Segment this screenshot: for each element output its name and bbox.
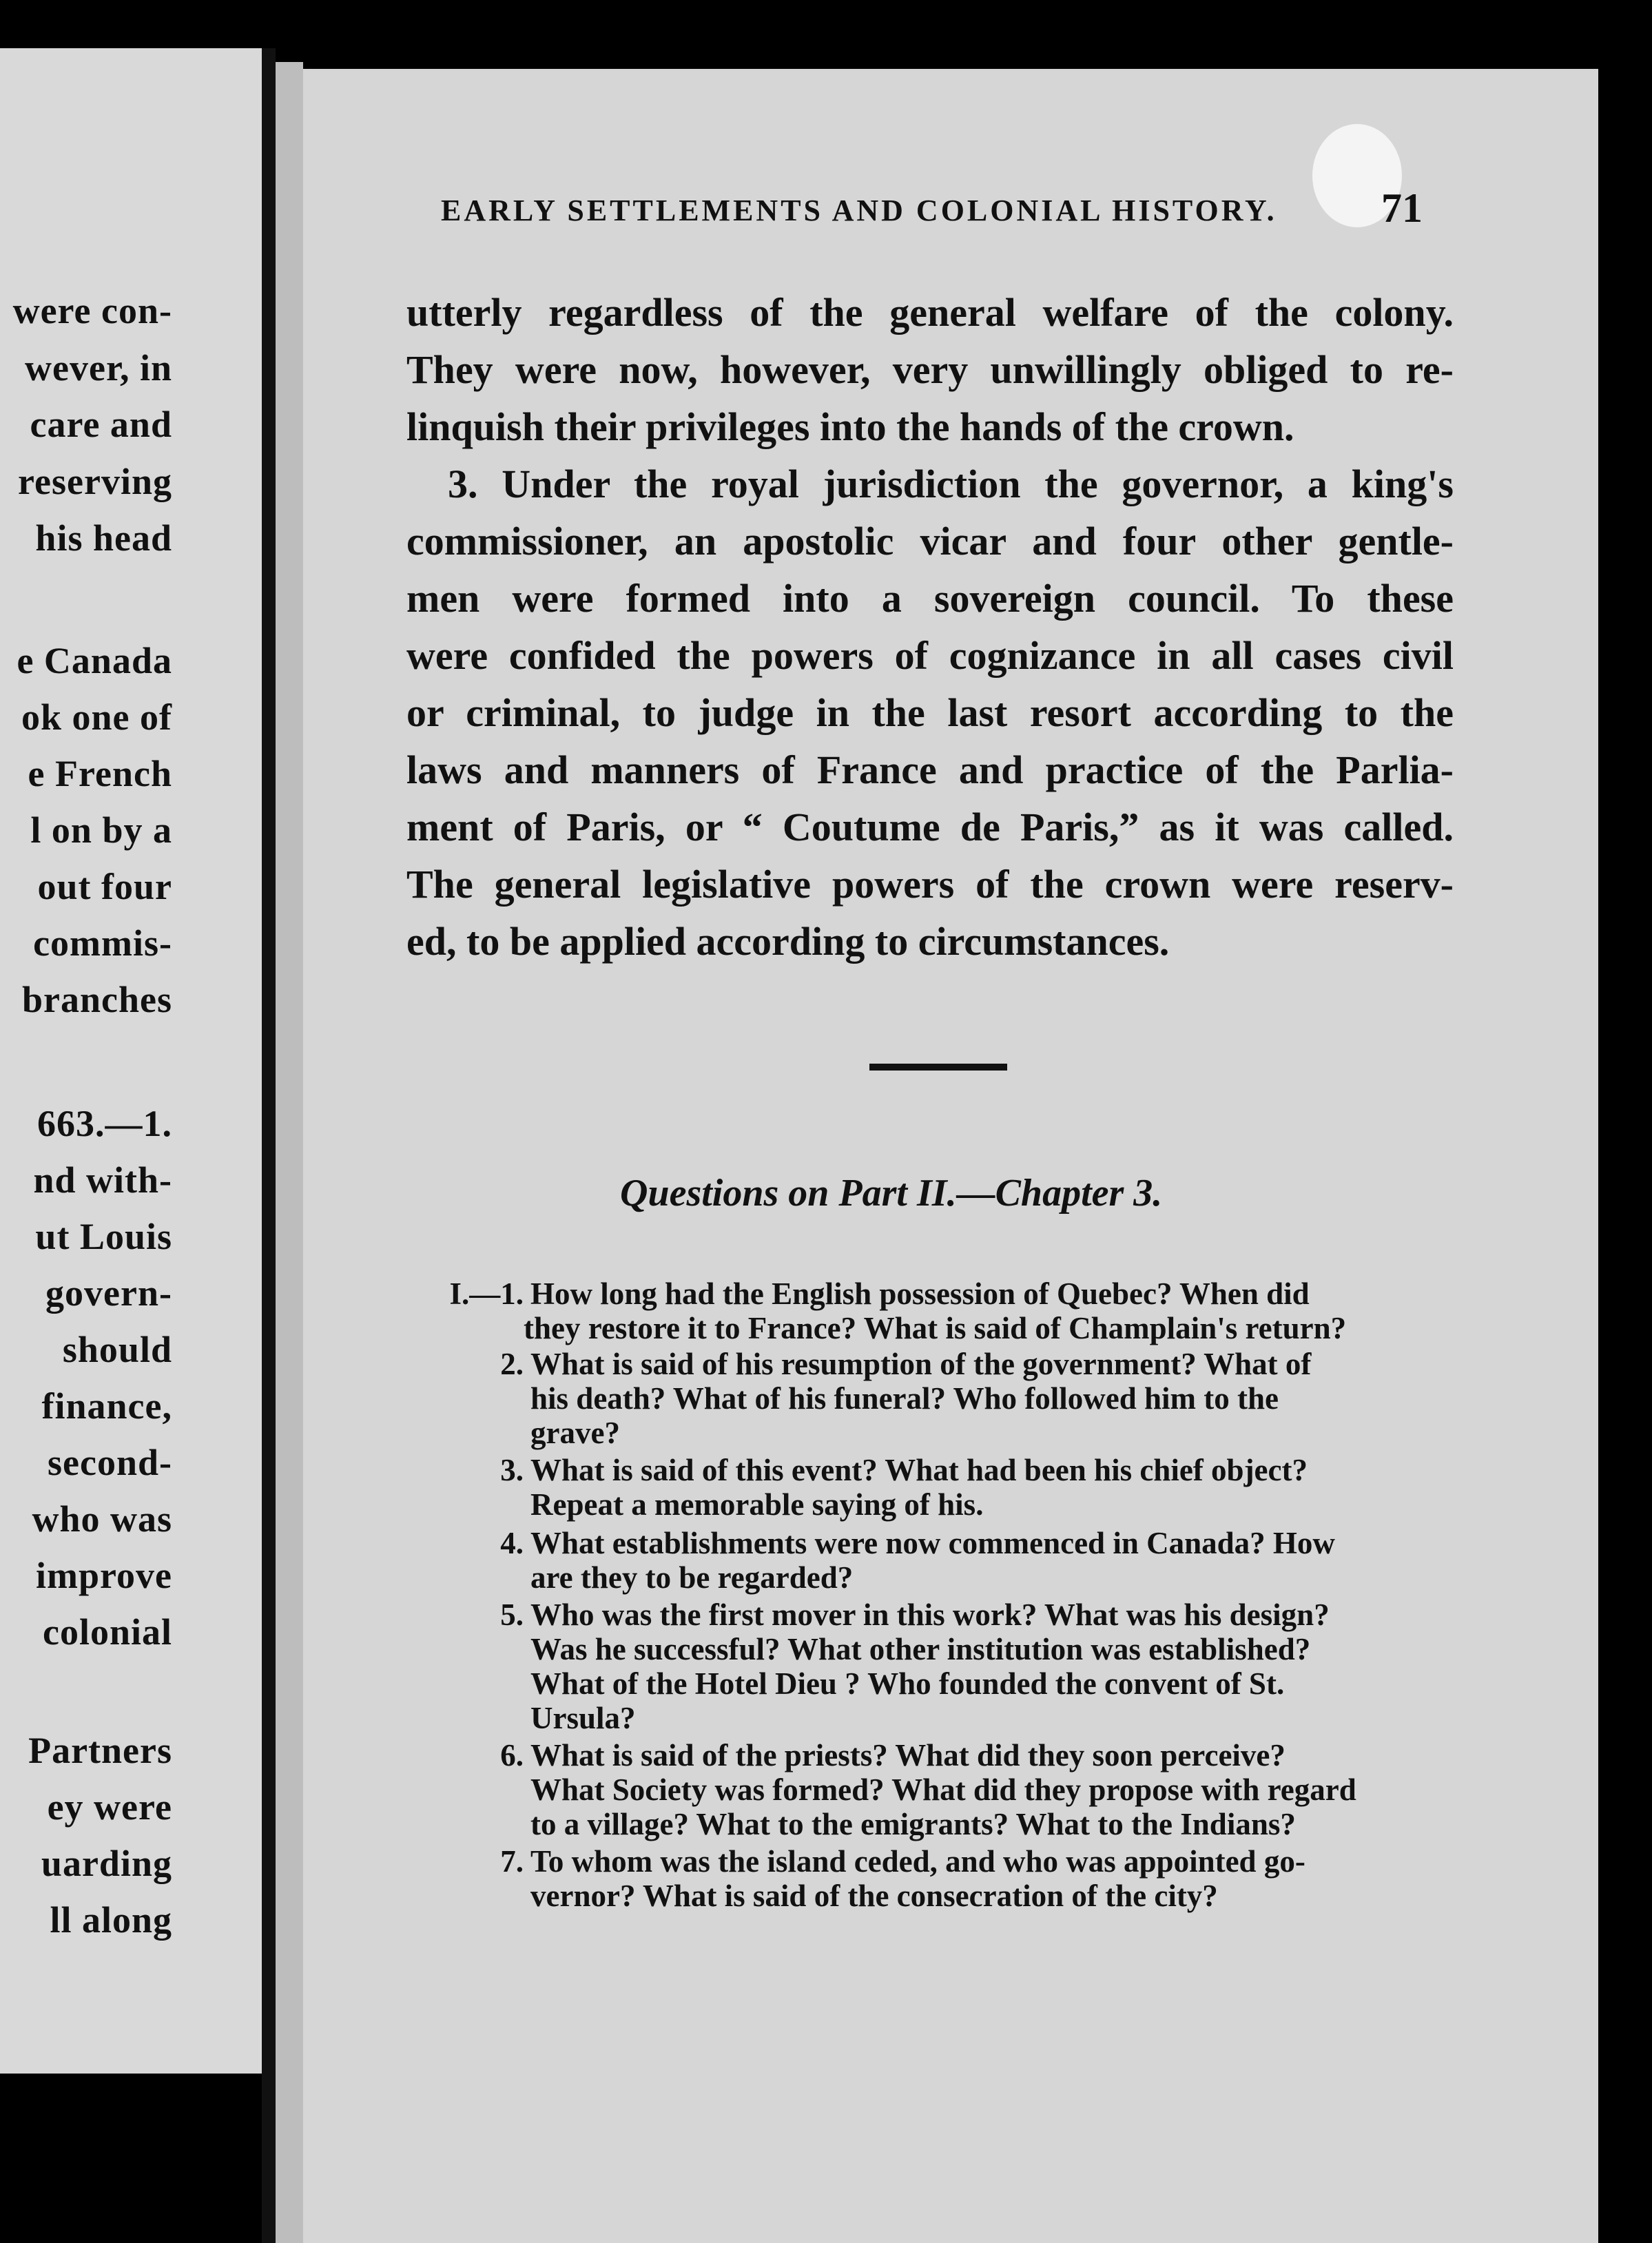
book-gutter [262, 48, 276, 2243]
left-line: ll along [50, 1899, 172, 1941]
question-number: 5. [500, 1598, 524, 1632]
body-line: commissioner, an apostolic vicar and four other gentle- [406, 519, 1454, 564]
left-line: Partners [28, 1730, 172, 1771]
section-rule [869, 1064, 1007, 1071]
question-line: How long had the English possession of Quebec? When did [530, 1276, 1310, 1311]
question-number: 3. [500, 1453, 524, 1487]
page-number: 71 [1381, 185, 1423, 231]
question-line: To whom was the island ceded, and who was appointed go- [530, 1844, 1305, 1879]
body-line: were confided the powers of cognizance in all cases civil [406, 633, 1454, 678]
left-line: e Canada [17, 640, 172, 681]
left-line: reserving [18, 461, 172, 502]
question-number: 4. [500, 1526, 524, 1560]
left-line: ey were [47, 1786, 172, 1828]
gutter-shadow [276, 62, 303, 2243]
body-line: men were formed into a sovereign council. To these [406, 576, 1454, 621]
question-line: What establishments were now commenced in Canada? How [530, 1526, 1335, 1560]
left-line: ut Louis [35, 1216, 172, 1257]
left-line: govern- [45, 1272, 172, 1314]
left-line: l on by a [30, 809, 172, 851]
question-line: are they to be regarded? [530, 1560, 854, 1595]
questions-heading: Questions on Part II.—Chapter 3. [620, 1172, 1163, 1214]
body-line: ment of Paris, or “ Coutume de Paris,” as it was called. [406, 805, 1454, 849]
question-number: 7. [500, 1844, 524, 1879]
body-line: 3. Under the royal jurisdiction the governor, a king's [448, 462, 1454, 506]
left-line: branches [21, 979, 172, 1020]
left-line: care and [30, 404, 172, 445]
left-line: nd with- [33, 1159, 172, 1201]
left-line: finance, [41, 1385, 172, 1427]
scan-border-right [1598, 69, 1652, 2243]
running-head: EARLY SETTLEMENTS AND COLONIAL HISTORY. [441, 194, 1277, 227]
left-line: were con- [12, 290, 172, 331]
question-line: to a village? What to the emigrants? What to the Indians? [530, 1807, 1296, 1841]
question-number: I.—1. [449, 1276, 524, 1311]
question-line: What of the Hotel Dieu ? Who founded the convent of St. [530, 1666, 1285, 1701]
question-line: his death? What of his funeral? Who followed him to the [530, 1381, 1279, 1416]
left-line: his head [35, 517, 172, 559]
body-line: They were now, however, very unwillingly obliged to re- [406, 347, 1454, 392]
question-line: What is said of this event? What had been his chief object? [530, 1453, 1308, 1487]
question-line: grave? [530, 1416, 620, 1450]
left-line: e French [28, 753, 172, 794]
left-line: colonial [42, 1611, 172, 1653]
body-line: laws and manners of France and practice of the Parlia- [406, 747, 1454, 792]
left-line: wever, in [25, 347, 172, 389]
left-line: who was [32, 1498, 172, 1540]
body-line: linquish their privileges into the hands of the crown. [406, 404, 1294, 449]
left-line: improve [36, 1555, 172, 1596]
question-line: What is said of his resumption of the government? What of [530, 1347, 1312, 1381]
question-number: 6. [500, 1738, 524, 1772]
left-line: ok one of [21, 696, 172, 738]
question-line: vernor? What is said of the consecration of the city? [530, 1879, 1218, 1913]
left-line: 663.—1. [37, 1103, 172, 1144]
question-line: What Society was formed? What did they propose with regard [530, 1772, 1356, 1807]
left-line: should [62, 1329, 172, 1370]
left-page-fragment [0, 48, 262, 2074]
question-number: 2. [500, 1347, 524, 1381]
body-line: The general legislative powers of the crown were reserv- [406, 862, 1454, 907]
body-line: or criminal, to judge in the last resort according to the [406, 690, 1454, 735]
left-line: uarding [41, 1843, 172, 1884]
question-line: Who was the first mover in this work? What was his design? [530, 1598, 1330, 1632]
question-line: Repeat a memorable saying of his. [530, 1487, 984, 1522]
body-line: utterly regardless of the general welfare of the colony. [406, 290, 1454, 335]
left-line: second- [48, 1442, 172, 1483]
right-page [303, 69, 1598, 2243]
question-line: they restore it to France? What is said of Champlain's return? [524, 1311, 1347, 1345]
left-line: out four [37, 866, 172, 907]
body-line: ed, to be applied according to circumstances. [406, 919, 1170, 964]
question-line: Was he successful? What other institution was established? [530, 1632, 1311, 1666]
left-line: commis- [33, 922, 172, 964]
question-line: Ursula? [530, 1701, 636, 1735]
question-line: What is said of the priests? What did they soon perceive? [530, 1738, 1286, 1772]
